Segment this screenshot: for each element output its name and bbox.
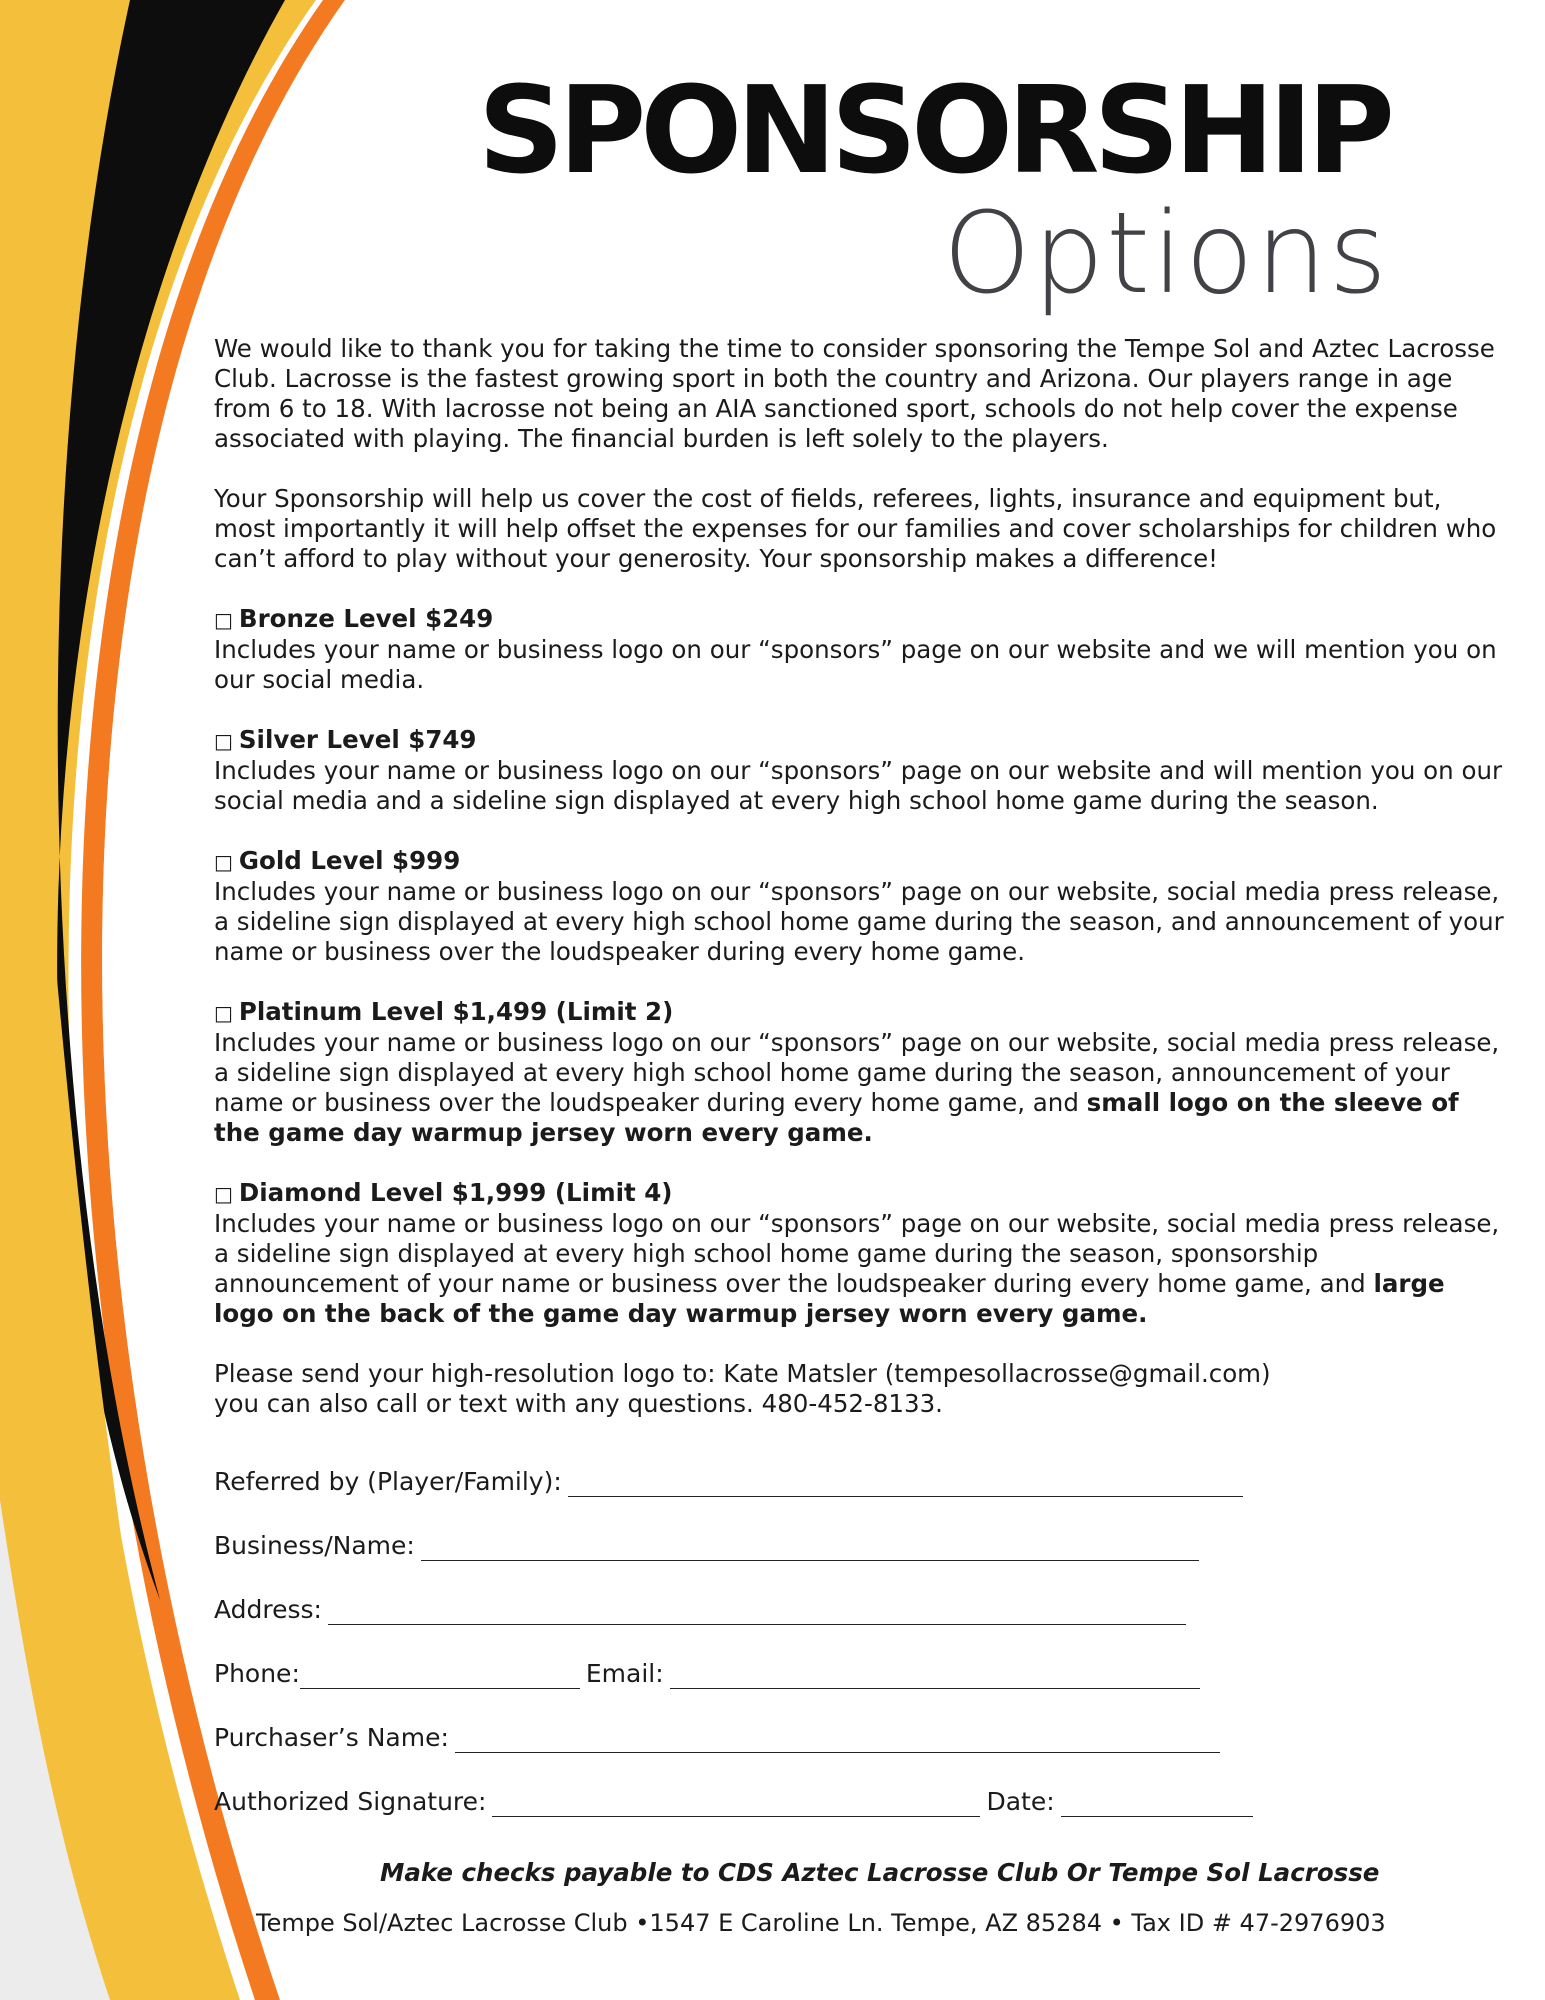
contact-line: you can also call or text with any questions. 480-452-8133. <box>214 1389 943 1418</box>
level-heading <box>214 846 1504 877</box>
date-field[interactable] <box>1061 1789 1253 1817</box>
checkbox-glyph[interactable]: □ <box>214 1001 233 1025</box>
level-title: Silver Level $749 <box>238 725 477 754</box>
field-label: Phone: <box>214 1659 300 1688</box>
sponsorship-level-diamond <box>214 1178 1504 1329</box>
level-heading <box>214 725 1504 756</box>
checks-payable-note: Make checks payable to CDS Aztec Lacrosse Club Or Tempe Sol Lacrosse <box>380 1858 1380 1887</box>
signature-date-row <box>214 1783 1504 1817</box>
address-row <box>214 1591 1504 1625</box>
level-heading <box>214 997 1504 1028</box>
referred-by-field[interactable] <box>568 1469 1243 1497</box>
phone-email-row <box>214 1655 1504 1689</box>
sponsorship-level-gold <box>214 846 1504 967</box>
referred-by-row <box>214 1463 1504 1497</box>
level-title: Bronze Level $249 <box>238 604 494 633</box>
page-subtitle: Options <box>942 189 1389 319</box>
level-description: Includes your name or business logo on our “sponsors” page on our website, social media press release, a sideline sign displayed at every high school home game during the season, announcement of your name or business over the loudspeaker during every home game, and small logo on the sleeve of the game day warmup jersey worn every game. <box>214 1028 1500 1147</box>
field-label: Referred by (Player/Family): <box>214 1467 562 1496</box>
level-description: Includes your name or business logo on our “sponsors” page on our website and we will mention you on our social media. <box>214 635 1497 694</box>
level-heading <box>214 604 1504 635</box>
field-label: Email: <box>585 1659 664 1688</box>
checkbox-glyph[interactable]: □ <box>214 1182 233 1206</box>
level-description: Includes your name or business logo on our “sponsors” page on our website, social media press release, a sideline sign displayed at every high school home game during the season, and announcement of your name or business over the loudspeaker during every home game. <box>214 877 1504 966</box>
contact-info <box>214 1359 1504 1419</box>
sponsorship-level-silver <box>214 725 1504 816</box>
field-label: Address: <box>214 1595 322 1624</box>
signature-field[interactable] <box>492 1789 980 1817</box>
level-description: Includes your name or business logo on our “sponsors” page on our website and will mention you on our social media and a sideline sign displayed at every high school home game during the season. <box>214 756 1503 815</box>
purchaser-name-field[interactable] <box>455 1725 1220 1753</box>
field-label: Business/Name: <box>214 1531 415 1560</box>
footer-address: Tempe Sol/Aztec Lacrosse Club •1547 E Caroline Ln. Tempe, AZ 85284 • Tax ID # 47-2976903 <box>256 1909 1386 1937</box>
level-description: Includes your name or business logo on our “sponsors” page on our website, social media press release, a sideline sign displayed at every high school home game during the season, sponsorship announcement of your name or business over the loudspeaker during every home game, and large logo on the back of the game day warmup jersey worn every game. <box>214 1209 1500 1328</box>
intro-paragraph: We would like to thank you for taking the time to consider sponsoring the Tempe Sol and Aztec Lacrosse Club. Lacrosse is the fastest growing sport in both the country and Arizona. Our players range in age from 6 to 18. With lacrosse not being an AIA sanctioned sport, schools do not help cover the expense associated with playing. The financial burden is left solely to the players. <box>214 334 1495 453</box>
contact-line: Please send your high-resolution logo to: Kate Matsler (tempesollacrosse@gmail.com) <box>214 1359 1271 1388</box>
business-name-row <box>214 1527 1504 1561</box>
sponsorship-level-bronze <box>214 604 1504 695</box>
address-field[interactable] <box>328 1597 1186 1625</box>
field-label: Purchaser’s Name: <box>214 1723 449 1752</box>
checkbox-glyph[interactable]: □ <box>214 608 233 632</box>
document-body <box>214 334 1504 1847</box>
page-title: SPONSORSHIP <box>477 62 1389 201</box>
intro-paragraph: Your Sponsorship will help us cover the cost of fields, referees, lights, insurance and equipment but, most importantly it will help offset the expenses for our families and cover scholarships for children who can’t afford to play without your generosity. Your sponsorship makes a difference! <box>214 484 1497 573</box>
field-label: Authorized Signature: <box>214 1787 487 1816</box>
level-heading <box>214 1178 1504 1209</box>
purchaser-name-row <box>214 1719 1504 1753</box>
level-title: Gold Level $999 <box>238 846 461 875</box>
field-label: Date: <box>986 1787 1055 1816</box>
email-field[interactable] <box>670 1661 1200 1689</box>
checkbox-glyph[interactable]: □ <box>214 850 233 874</box>
checkbox-glyph[interactable]: □ <box>214 729 233 753</box>
sponsorship-level-platinum <box>214 997 1504 1148</box>
phone-field[interactable] <box>300 1661 580 1689</box>
business-name-field[interactable] <box>421 1533 1199 1561</box>
level-title: Diamond Level $1,999 (Limit 4) <box>238 1178 673 1207</box>
level-title: Platinum Level $1,499 (Limit 2) <box>238 997 674 1026</box>
